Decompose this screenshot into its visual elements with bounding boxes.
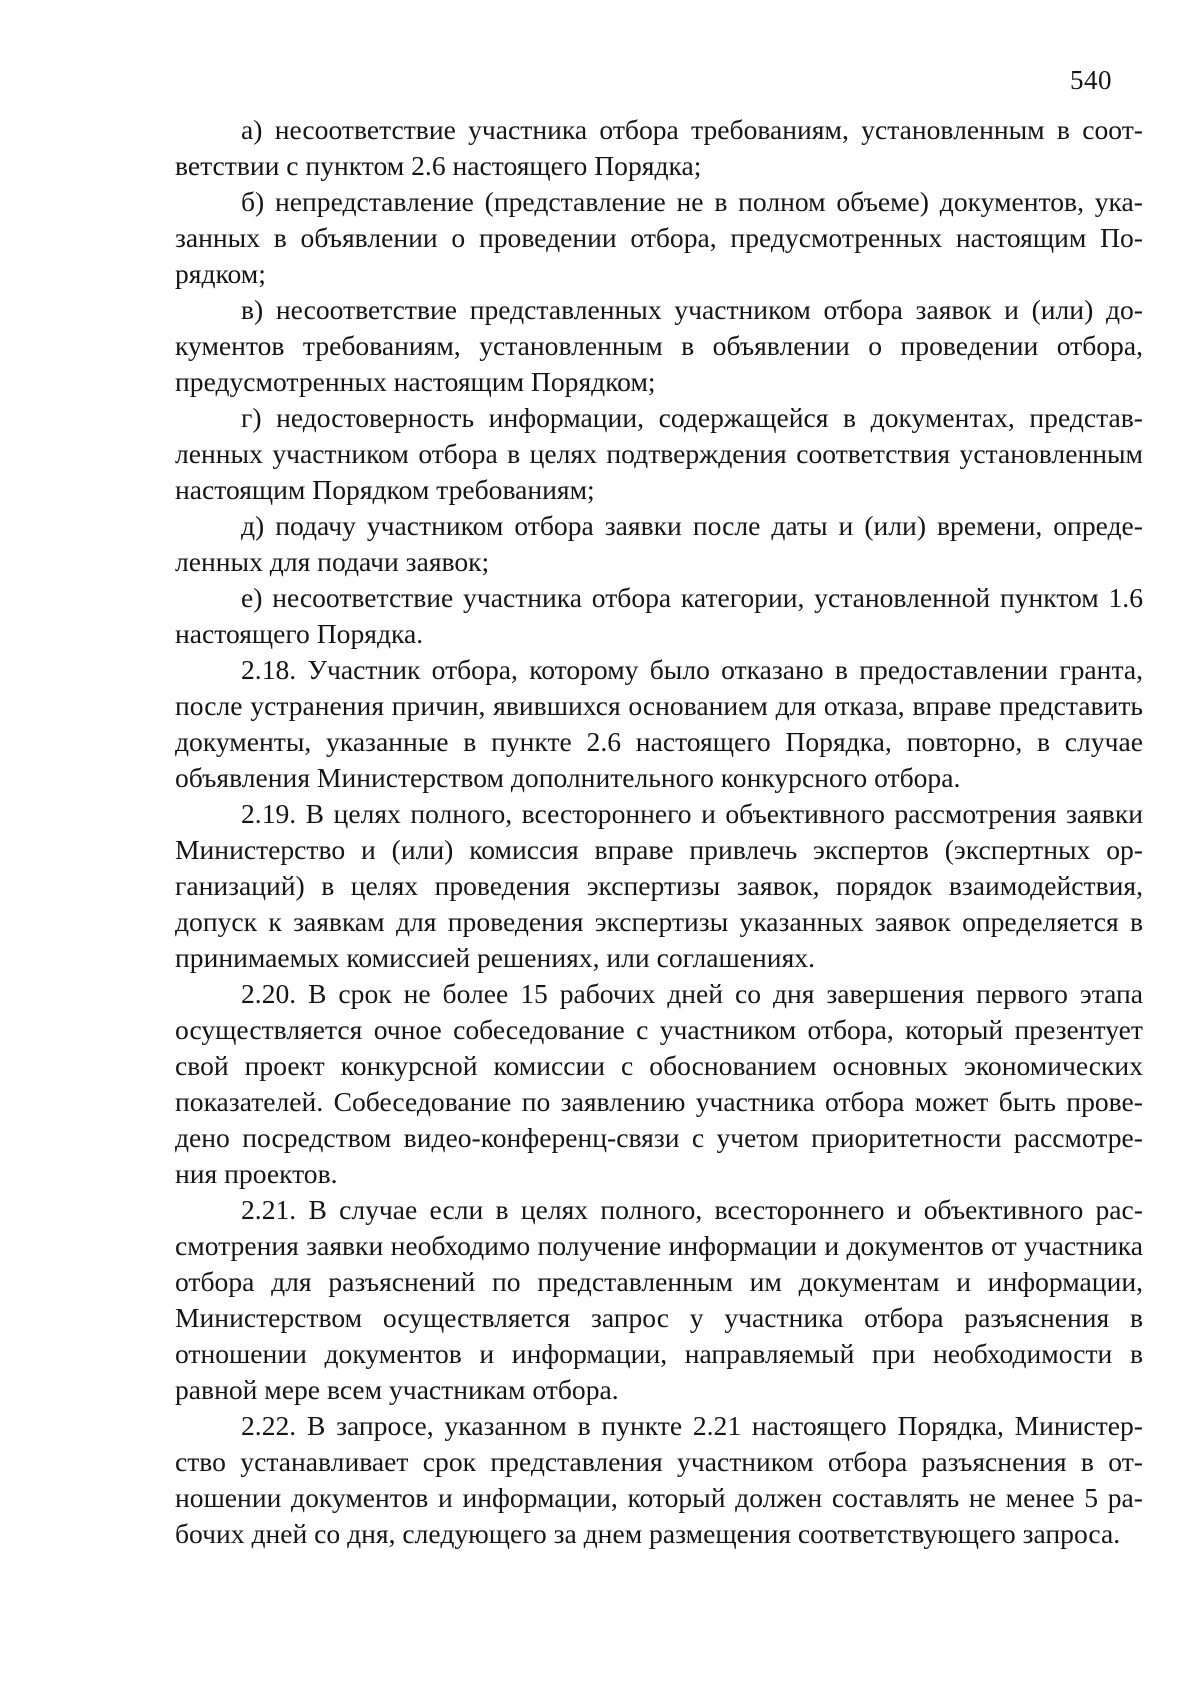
- paragraph-item-b: б) непредставление (представление не в полном объеме) документов, указанных в объявлении о проведении отбора, предусмотренных настоящим Порядком;: [175, 186, 1143, 289]
- document-body: [175, 112, 1143, 1552]
- paragraph-clause-2-22: 2.22. В запросе, указанном в пункте 2.21 настоящего Порядка, Министерство устанавливает срок представления участником отбора разъяснения в отношении документов и информации, который должен составлять не менее 5 рабочих дней со дня, следующего за днем размещения соответствующего запроса.: [175, 1410, 1143, 1549]
- paragraph-clause-2-19: 2.19. В целях полного, всестороннего и объективного рассмотрения заявки Министерство и (или) комиссия вправе привлечь экспертов (экспертных организаций) в целях проведения экспертизы заявок, порядок взаимодействия, допуск к заявкам для проведения экспертизы указанных заявок определяется в принимаемых комиссией решениях, или соглашениях.: [175, 798, 1143, 973]
- paragraph-clause-2-20: 2.20. В срок не более 15 рабочих дней со дня завершения первого этапа осуществляется очное собеседование с участником отбора, который презентует свой проект конкурсной комиссии с обоснованием основных экономических показателей. Собеседование по заявлению участника отбора может быть проведено посредством видео-конференц-связи с учетом приоритетности рассмотрения проектов.: [175, 978, 1143, 1189]
- paragraph-clause-2-18: 2.18. Участник отбора, которому было отказано в предоставлении гранта, после устранения причин, явившихся основанием для отказа, вправе представить документы, указанные в пункте 2.6 настоящего Порядка, повторно, в случае объявления Министерством дополнительного конкурсного отбора.: [175, 654, 1143, 793]
- paragraph-item-v: в) несоответствие представленных участником отбора заявок и (или) документов требованиям, установленным в объявлении о проведении отбора, предусмотренных настоящим Порядком;: [175, 294, 1143, 397]
- paragraph-item-g: г) недостоверность информации, содержащейся в документах, представленных участником отбора в целях подтверждения соответствия установленным настоящим Порядком требованиям;: [175, 402, 1143, 505]
- paragraph-item-e: е) несоответствие участника отбора категории, установленной пунктом 1.6 настоящего Порядка.: [175, 582, 1143, 649]
- paragraph-clause-2-21: 2.21. В случае если в целях полного, всестороннего и объективного рассмотрения заявки необходимо получение информации и документов от участника отбора для разъяснений по представленным им документам и информации, Министерством осуществляется запрос у участника отбора разъяснения в отношении документов и информации, направляемый при необходимости в равной мере всем участникам отбора.: [175, 1194, 1143, 1405]
- paragraph-item-d: д) подачу участником отбора заявки после даты и (или) времени, определенных для подачи заявок;: [175, 510, 1143, 577]
- page-number: 540: [1070, 65, 1112, 95]
- paragraph-item-a: а) несоответствие участника отбора требованиям, установленным в соответствии с пунктом 2.6 настоящего Порядка;: [175, 114, 1143, 181]
